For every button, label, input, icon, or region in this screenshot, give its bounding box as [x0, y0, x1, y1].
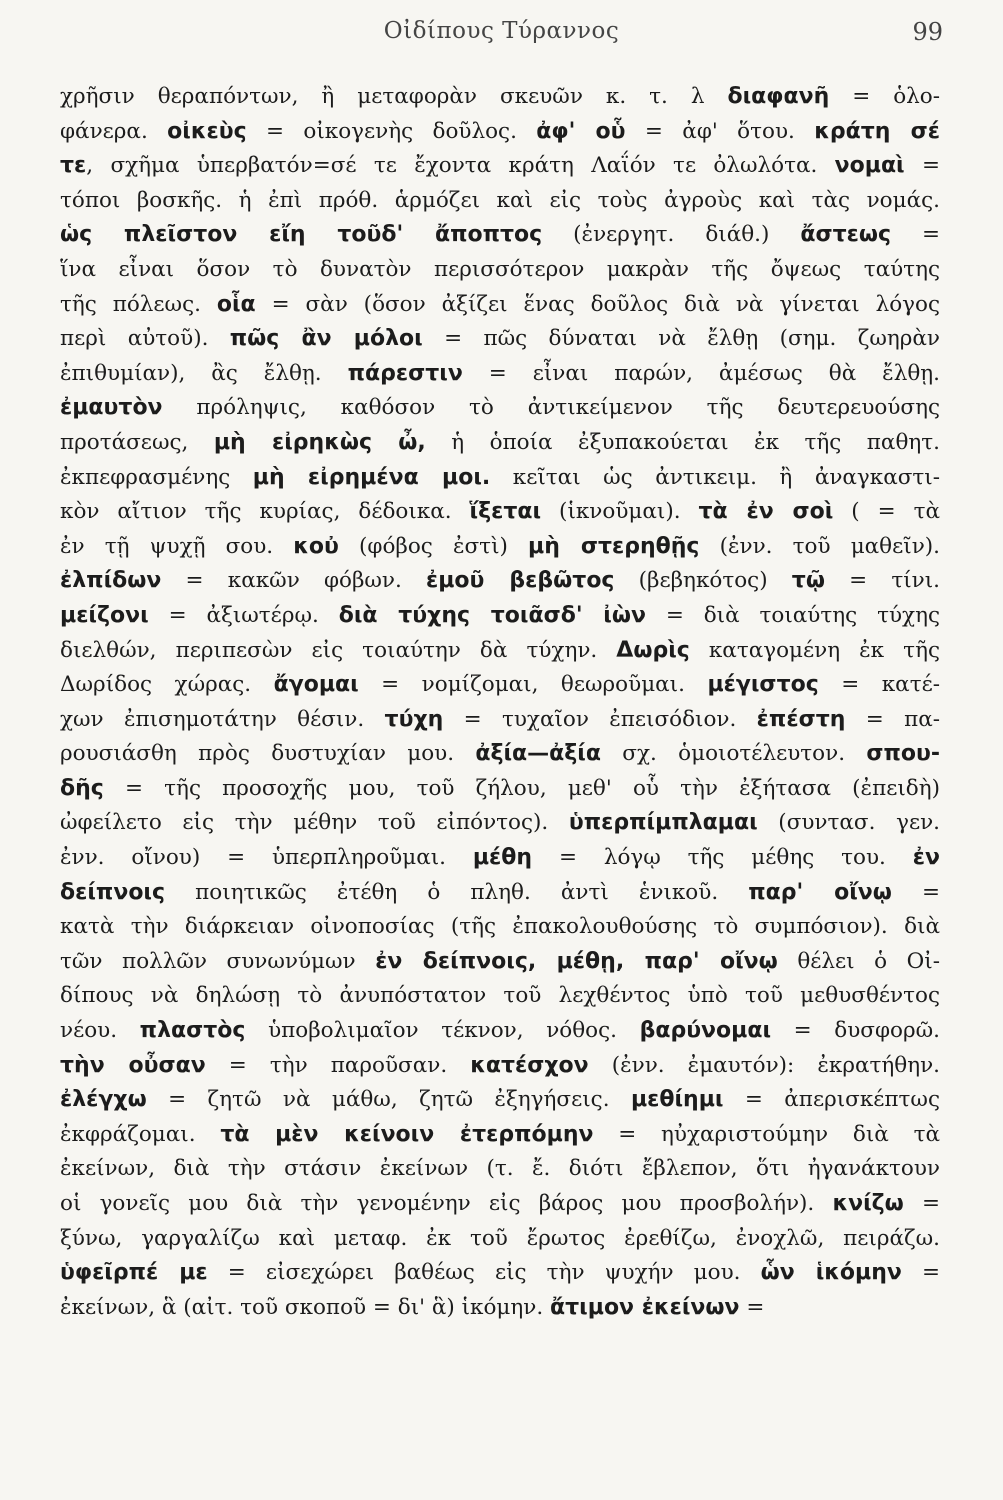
lemma: μεθίημι [630, 1087, 724, 1113]
gloss: ἡ ὁποία ἐξυπακούεται ἐκ τῆς παθητ. [425, 429, 940, 455]
text-line [60, 149, 940, 184]
gloss: ἐκπεφρασμένης [60, 464, 253, 490]
text-line [60, 288, 940, 323]
gloss: τῆς πόλεως. [60, 291, 217, 317]
lemma: δείπνοις [60, 879, 166, 905]
text-line [60, 703, 940, 738]
gloss: ὑποβολιμαῖον τέκνον, νόθος. [245, 1018, 640, 1044]
lemma: κατέσχον [470, 1052, 589, 1078]
text-line [60, 737, 940, 772]
text-line [60, 426, 940, 461]
gloss: , σχῆμα ὑπερβατόν=σέ τε ἔχοντα κράτη Λαΐόν τε ὀλωλότα. [86, 153, 835, 179]
gloss: ὠφείλετο εἰς τὴν μέθην τοῦ εἰπόντος). [60, 810, 569, 836]
gloss: = ηὐχαριστούμην διὰ τὰ [593, 1121, 940, 1147]
text-line [60, 945, 940, 980]
gloss: = ἀπερισκέπτως [723, 1087, 940, 1113]
gloss: ἐκφράζομαι. [60, 1121, 221, 1147]
lemma: τῷ [791, 568, 825, 594]
text-line [60, 1014, 940, 1049]
gloss: = σὰν (ὅσον ἀξίζει ἕνας δοῦλος διὰ νὰ γίνεται λόγος [255, 291, 940, 317]
lemma: διὰ τύχης τοιᾶσδ' ἰὼν [338, 602, 646, 628]
lemma: κράτη σέ [814, 118, 940, 144]
gloss: νέου. [60, 1018, 140, 1044]
text-line [60, 184, 940, 219]
lemma: ὑπερπίμπλαμαι [568, 810, 758, 836]
gloss: ἐν τῇ ψυχῇ σου. [60, 533, 294, 559]
lemma: ὡς πλεῖστον εἴη τοῦδ' ἄποπτος [60, 222, 543, 248]
text-line [60, 461, 940, 496]
text-line [60, 115, 940, 150]
lemma: ἐν δείπνοις, μέθῃ, παρ' οἴνῳ [375, 948, 778, 974]
lemma: πλαστὸς [139, 1018, 246, 1044]
gloss: = τυχαῖον ἐπεισόδιον. [443, 706, 757, 732]
lemma: μὴ στερηθῇς [528, 533, 700, 559]
gloss: (φόβος ἐστὶ) [338, 533, 529, 559]
gloss: = τίνι. [824, 568, 940, 594]
lemma: τύχη [384, 706, 444, 732]
text-line [60, 218, 940, 253]
gloss: = ζητῶ νὰ μάθω, ζητῶ ἐξηγήσεις. [146, 1087, 631, 1113]
lemma: ἐμαυτὸν [60, 395, 163, 421]
gloss: = λόγῳ τῆς μέθης του. [532, 845, 913, 871]
lemma: οἷα [216, 291, 256, 317]
text-line [60, 979, 940, 1014]
gloss: = δυσφορῶ. [771, 1018, 940, 1044]
lemma: Δωρὶς [616, 637, 690, 663]
gloss: ἵνα εἶναι ὅσον τὸ δυνατὸν περισσότερον μακρὰν τῆς ὄψεως ταύτης [60, 256, 940, 282]
lemma: τε [60, 153, 87, 179]
gloss: δίπους νὰ δηλώσῃ τὸ ἀνυπόστατον τοῦ λεχθέντος ὑπὸ τοῦ μεθυσθέντος [60, 983, 940, 1009]
gloss: ἐπιθυμίαν), ἂς ἔλθῃ. [60, 360, 348, 386]
page-number: 99 [912, 18, 943, 46]
gloss: = τὴν παροῦσαν. [205, 1052, 471, 1078]
lemma: μὴ εἰρηκὼς ὦ, [213, 429, 426, 455]
text-line [60, 530, 940, 565]
lemma: ἐπέστη [756, 706, 846, 732]
gloss: = ἀξιωτέρῳ. [148, 602, 339, 628]
gloss: = τῆς προσοχῆς μου, τοῦ ζήλου, μεθ' οὗ τὴν ἐξήτασα (ἐπειδὴ) [103, 775, 940, 801]
lemma: ἄτιμον ἐκείνων [550, 1294, 740, 1320]
text-line [60, 1083, 940, 1118]
gloss: χρῆσιν θεραπόντων, ἢ μεταφορὰν σκευῶν κ. τ. λ [60, 84, 728, 109]
text-line [60, 634, 940, 669]
gloss: ἐκείνων, ἃ (αἰτ. τοῦ σκοποῦ = δι' ἃ) ἱκόμην. [60, 1294, 551, 1320]
lemma: ἀφ' οὗ [536, 118, 626, 144]
gloss: = πῶς δύναται νὰ ἔλθῃ (σημ. ζωηρὰν [422, 326, 940, 352]
text-line [60, 806, 940, 841]
gloss: πρόληψις, καθόσον τὸ ἀντικείμενον τῆς δευτερευούσης [162, 395, 940, 421]
text-line [60, 564, 940, 599]
lemma: μείζονι [60, 602, 149, 628]
text-line [60, 668, 940, 703]
lemma: πῶς ἂν μόλοι [229, 326, 423, 352]
gloss: τόποι βοσκῆς. ἡ ἐπὶ πρόθ. ἁρμόζει καὶ εἰς τοὺς ἀγροὺς καὶ τὰς νομάς. [60, 187, 940, 213]
running-head [60, 18, 943, 58]
lemma: δῆς [60, 775, 104, 801]
lemma: ὑφεῖρπέ με [60, 1260, 208, 1286]
lemma: ἐλέγχω [60, 1087, 147, 1113]
lemma: διαφανῆ [727, 84, 830, 109]
gloss: (ἐνν. τοῦ μαθεῖν). [699, 533, 940, 559]
gloss: (συντασ. γεν. [757, 810, 940, 836]
gloss: χων ἐπισημοτάτην θέσιν. [60, 706, 385, 732]
lemma: σπου- [866, 741, 940, 767]
lemma: ὧν ἱκόμην [760, 1260, 902, 1286]
lemma: ἐλπίδων [60, 568, 162, 594]
lemma: τὰ ἐν σοὶ [698, 499, 834, 525]
gloss: Δωρίδος χώρας. [60, 672, 274, 698]
gloss: ἐνν. οἴνου) = ὑπερπληροῦμαι. [60, 845, 473, 871]
text-line [60, 253, 940, 288]
gloss: = ὁλο- [829, 84, 940, 109]
gloss: = [901, 1260, 940, 1286]
gloss: σχ. ὁμοιοτέλευτον. [600, 741, 867, 767]
gloss: = [891, 879, 940, 905]
lemma: νομαὶ [834, 153, 905, 179]
gloss: ξύνω, γαργαλίζω καὶ μεταφ. ἐκ τοῦ ἔρωτος ἐρεθίζω, ἐνοχλῶ, πειράζω. [60, 1225, 940, 1251]
gloss: καταγομένη ἐκ τῆς [689, 637, 940, 663]
text-line [60, 495, 940, 530]
lemma: μὴ εἰρημένα μοι. [252, 464, 491, 490]
gloss: = πα- [845, 706, 940, 732]
lemma: ἐν [912, 845, 940, 871]
gloss: = εἰσεχώρει βαθέως εἰς τὴν ψυχήν μου. [207, 1260, 761, 1286]
text-line [60, 1291, 940, 1326]
gloss: ἐκείνων, διὰ τὴν στάσιν ἐκείνων (τ. ἔ. διότι ἔβλεπον, ὅτι ἠγανάκτουν [60, 1156, 940, 1182]
lemma: ἐμοῦ βεβῶτος [426, 568, 615, 594]
gloss: κεῖται ὡς ἀντικειμ. ἢ ἀναγκαστι- [490, 464, 940, 490]
gloss: φάνερα. [60, 118, 168, 144]
lemma: ἄστεως [800, 222, 892, 248]
gloss: = κατέ- [818, 672, 940, 698]
commentary-text [60, 80, 940, 1325]
gloss: = ἀφ' ὅτου. [625, 118, 815, 144]
text-line [60, 876, 940, 911]
gloss: θέλει ὁ Οἰ- [777, 948, 940, 974]
gloss: διελθών, περιπεσὼν εἰς τοιαύτην δὰ τύχην. [60, 637, 617, 663]
gloss: οἱ γονεῖς μου διὰ τὴν γενομένην εἰς βάρος μου προσβολήν). [60, 1191, 833, 1216]
text-line [60, 772, 940, 807]
text-line [60, 1256, 940, 1291]
gloss: (βεβηκότος) [614, 568, 792, 594]
text-line [60, 357, 940, 392]
text-line [60, 1152, 940, 1187]
lemma: κοὐ [293, 533, 339, 559]
lemma: οἰκεὺς [167, 118, 247, 144]
lemma: τὰ μὲν κείνοιν ἐτερπόμην [220, 1121, 594, 1147]
gloss: κὸν αἴτιον τῆς κυρίας, δέδοικα. [60, 499, 470, 525]
lemma: ἀξία—ἀξία [475, 741, 601, 767]
text-line [60, 1049, 940, 1084]
text-line [60, 391, 940, 426]
gloss: ρουσιάσθη πρὸς δυστυχίαν μου. [60, 741, 476, 767]
gloss: = διὰ τοιαύτης τύχης [645, 602, 940, 628]
gloss: = κακῶν φόβων. [161, 568, 426, 594]
lemma: μέγιστος [707, 672, 819, 698]
gloss: = [904, 153, 940, 179]
gloss: = νομίζομαι, θεωροῦμαι. [358, 672, 708, 698]
lemma: ἵξεται [469, 499, 542, 525]
gloss: (ἐνεργητ. διάθ.) [542, 222, 801, 248]
gloss: τῶν πολλῶν συνωνύμων [60, 948, 376, 974]
lemma: μέθη [472, 845, 533, 871]
text-line [60, 910, 940, 945]
lemma: βαρύνομαι [639, 1018, 772, 1044]
text-line [60, 1118, 940, 1153]
gloss: = [891, 222, 940, 248]
gloss: = [903, 1191, 940, 1216]
gloss: περὶ αὐτοῦ). [60, 326, 230, 352]
lemma: ἄγομαι [273, 672, 359, 698]
lemma: κνίζω [832, 1191, 904, 1216]
text-line [60, 80, 940, 115]
gloss: = οἰκογενὴς δοῦλος. [246, 118, 537, 144]
gloss: = [739, 1294, 765, 1320]
lemma: πάρεστιν [347, 360, 463, 386]
text-line [60, 1222, 940, 1257]
text-line [60, 599, 940, 634]
text-line [60, 322, 940, 357]
gloss: = εἶναι παρών, ἀμέσως θὰ ἔλθῃ. [462, 360, 940, 386]
gloss: ποιητικῶς ἐτέθη ὁ πληθ. ἀντὶ ἑνικοῦ. [165, 879, 749, 905]
gloss: (ἐνν. ἐμαυτόν): ἐκρατήθην. [588, 1052, 940, 1078]
gloss: προτάσεως, [60, 429, 214, 455]
lemma: παρ' οἴνῳ [748, 879, 892, 905]
gloss: (ἱκνοῦμαι). [541, 499, 699, 525]
text-line [60, 841, 940, 876]
running-title: Οἰδίπους Τύραννος [383, 18, 620, 44]
lemma: τὴν οὖσαν [60, 1052, 206, 1078]
gloss: κατὰ τὴν διάρκειαν οἰνοποσίας (τῆς ἐπακολουθούσης τὸ συμπόσιον). διὰ [60, 914, 940, 940]
text-line [60, 1187, 940, 1222]
gloss: ( = τὰ [833, 499, 940, 525]
